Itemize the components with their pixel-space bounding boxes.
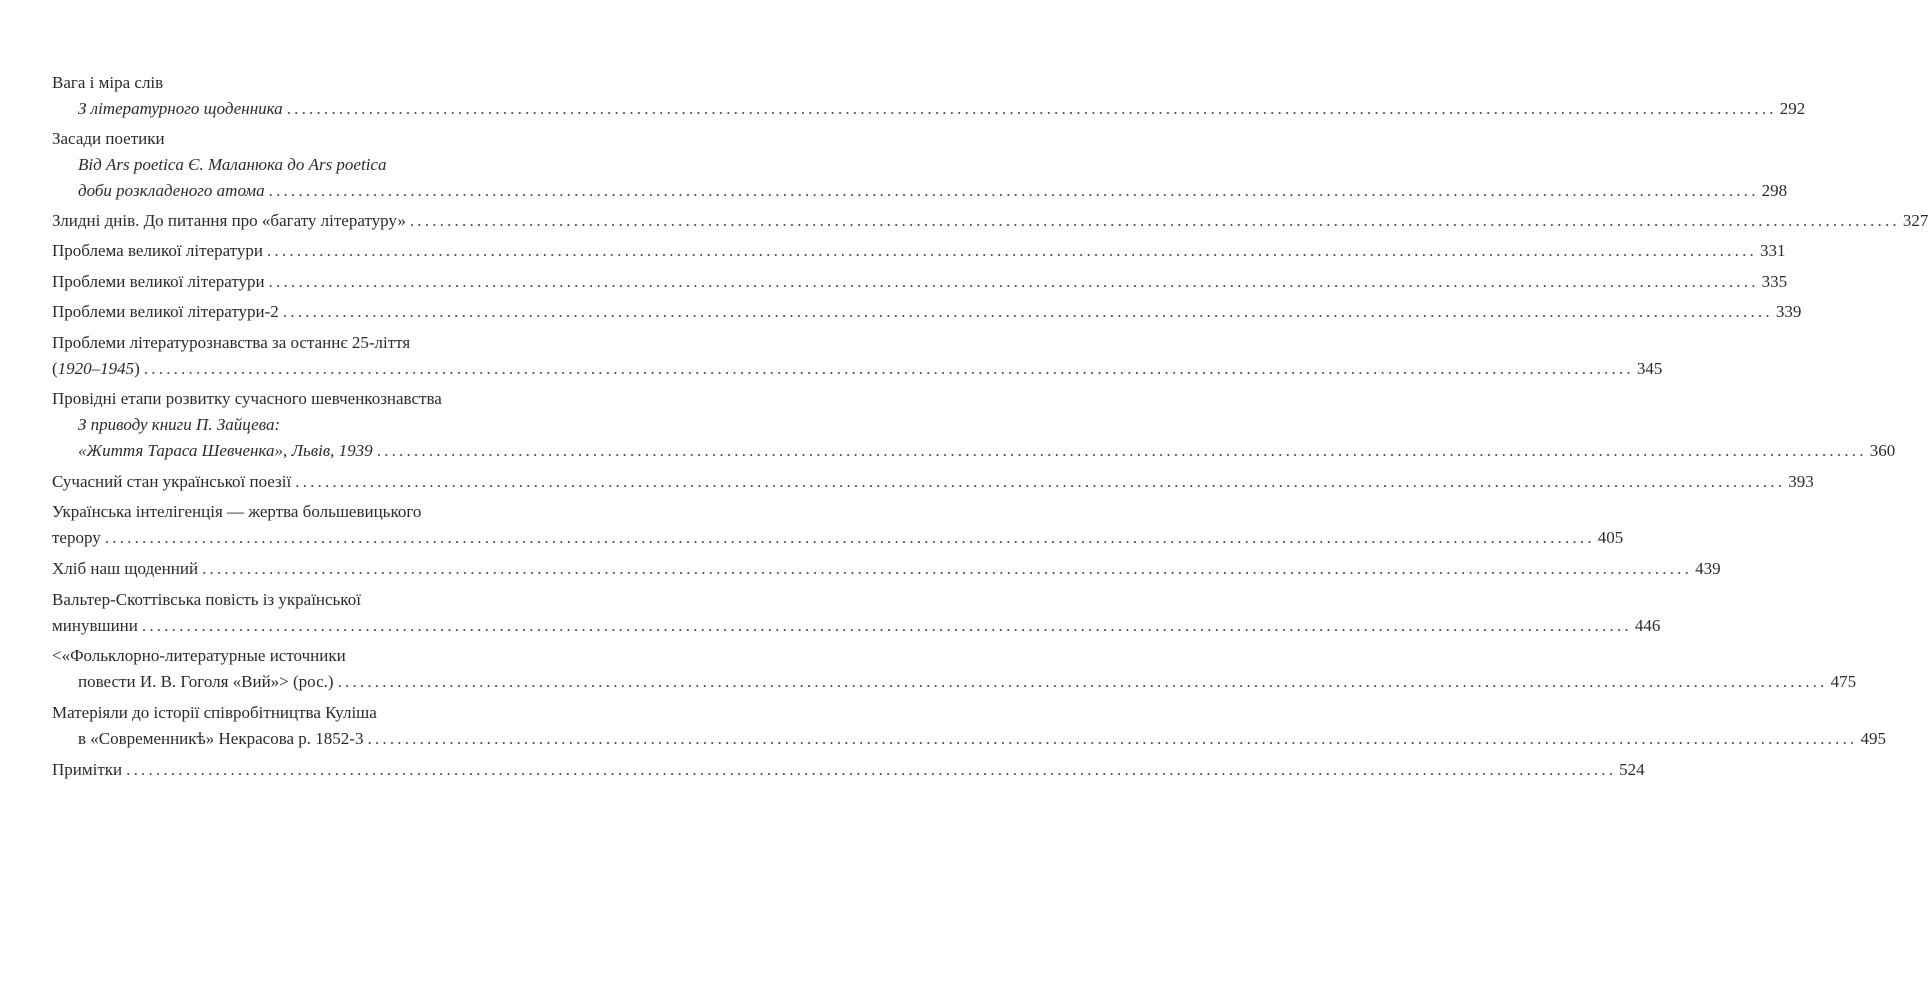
toc-entry-title — [52, 128, 542, 150]
toc-entry — [52, 301, 1802, 323]
toc-title-continuation: в «Современникѣ» Некрасова р. 1852-3 — [78, 729, 364, 748]
toc-entry-subtitle — [78, 440, 1896, 462]
toc-page-number: 298 — [1761, 181, 1788, 200]
toc-page-number: 292 — [1779, 99, 1806, 118]
toc-title: Проблеми великої літератури — [52, 272, 265, 291]
toc-entry-subtitle — [78, 414, 542, 436]
toc-title: Матеріяли до історії співробітництва Куліша — [52, 703, 377, 722]
toc-entry-title — [52, 645, 542, 667]
toc-page-number: 393 — [1788, 472, 1814, 491]
leader-dots: ........................................................................................................................................................................................................ — [268, 181, 1759, 200]
toc-page-number: 335 — [1761, 272, 1788, 291]
toc-subtitle: З приводу книги П. Зайцева: — [78, 415, 281, 434]
toc-title: Провідні етапи розвитку сучасного шевченкознавства — [52, 389, 442, 408]
leader-dots: ........................................................................................................................................................................................................ — [409, 211, 1900, 230]
toc-title-continuation: минувшини — [52, 616, 138, 635]
toc-entry-continuation — [52, 615, 1661, 637]
toc-page-number: 524 — [1619, 760, 1645, 779]
toc-title: Злидні днів. До питання про «багату літературу» — [52, 211, 406, 230]
leader-dots: ........................................................................................................................................................................................................ — [295, 472, 1786, 491]
leader-dots: ........................................................................................................................................................................................................ — [286, 99, 1777, 118]
toc-title: Вальтер-Скоттівська повість із української — [52, 590, 361, 609]
leader-dots: ........................................................................................................................................................................................................ — [367, 729, 1858, 748]
toc-page-number: 339 — [1775, 302, 1802, 321]
toc-entry-continuation — [52, 358, 1663, 380]
leader-dots: ........................................................................................................................................................................................................ — [141, 616, 1632, 635]
toc-title-continuation: повести И. В. Гоголя «Вий»> (рос.) — [78, 672, 334, 691]
toc-page-number: 439 — [1695, 559, 1721, 578]
toc-entry-continuation — [78, 728, 1886, 750]
toc-page-number: 331 — [1759, 241, 1786, 260]
toc-entry — [52, 759, 1645, 781]
toc-subtitle: З літературного щоденника — [78, 99, 283, 118]
leader-dots: ........................................................................................................................................................................................................ — [337, 672, 1828, 691]
toc-title-continuation: (1920–1945) — [52, 359, 140, 378]
toc-title: Примітки — [52, 760, 123, 779]
toc-entry-subtitle — [78, 154, 542, 176]
leader-dots: ........................................................................................................................................................................................................ — [202, 559, 1693, 578]
toc-title: Хліб наш щоденний — [52, 559, 199, 578]
toc-entry — [52, 210, 1928, 232]
toc-years: 1920–1945 — [57, 359, 135, 378]
toc-title: Сучасний стан української поезії — [52, 472, 292, 491]
toc-entry-title — [52, 501, 542, 523]
toc-title: <«Фольклорно-литературные источники — [52, 646, 346, 665]
toc-entry-title — [52, 332, 542, 354]
toc-entry — [52, 240, 1786, 262]
toc-entry — [52, 271, 1788, 293]
toc-entry-continuation — [78, 671, 1857, 693]
toc-page-number: 495 — [1860, 729, 1886, 748]
toc-entry-continuation — [52, 527, 1624, 549]
toc-title-continuation: терору — [52, 528, 101, 547]
toc-title: Проблеми літературознавства за останнє 25-ліття — [52, 333, 411, 352]
toc-entry-title — [52, 589, 542, 611]
toc-title: Проблема великої літератури — [52, 241, 263, 260]
toc-entry-title — [52, 72, 542, 94]
toc-entry-subtitle — [78, 180, 1788, 202]
leader-dots: ........................................................................................................................................................................................................ — [376, 441, 1867, 460]
leader-dots: ........................................................................................................................................................................................................ — [268, 272, 1759, 291]
toc-page-number: 360 — [1869, 441, 1896, 460]
leader-dots: ........................................................................................................................................................................................................ — [282, 302, 1773, 321]
toc-title: Вага і міра слів — [52, 73, 164, 92]
toc-entry-title — [52, 702, 542, 724]
toc-page-number: 327 — [1902, 211, 1928, 230]
toc-entry-subtitle — [78, 98, 1806, 120]
toc-subtitle: «Життя Тараса Шевченка», Львів, 1939 — [78, 441, 373, 460]
leader-dots: ........................................................................................................................................................................................................ — [266, 241, 1757, 260]
toc-title: Українська інтелігенція — жертва большевицького — [52, 502, 422, 521]
toc-title: Засади поетики — [52, 129, 165, 148]
toc-page-number: 446 — [1634, 616, 1661, 635]
toc-page-number: 345 — [1636, 359, 1663, 378]
toc-title: Проблеми великої літератури-2 — [52, 302, 279, 321]
toc-entry — [52, 558, 1721, 580]
toc-page-number: 405 — [1597, 528, 1624, 547]
leader-dots: ........................................................................................................................................................................................................ — [143, 359, 1634, 378]
toc-subtitle: Від Ars poetica Є. Маланюка до Ars poetica — [78, 155, 387, 174]
leader-dots: ........................................................................................................................................................................................................ — [104, 528, 1595, 547]
leader-dots: ........................................................................................................................................................................................................ — [126, 760, 1617, 779]
toc-subtitle: доби розкладеного атома — [78, 181, 265, 200]
toc-entry-title — [52, 388, 542, 410]
toc-page-number: 475 — [1830, 672, 1857, 691]
toc-entry — [52, 471, 1814, 493]
